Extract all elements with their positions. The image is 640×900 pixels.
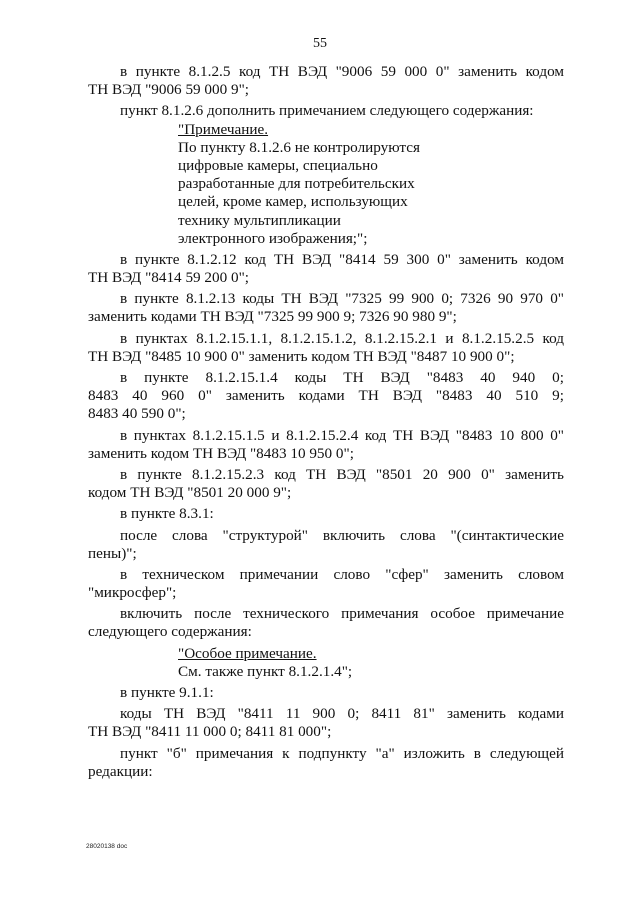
note-line: целей, кроме камер, использующих — [178, 193, 408, 211]
paragraph-line: пункт "б" примечания к подпункту "а" изложить в следующей — [120, 744, 564, 762]
special-note-line: См. также пункт 8.1.2.1.4"; — [178, 662, 353, 680]
document-body — [88, 63, 564, 781]
paragraph-line: в пунктах 8.1.2.15.1.5 и 8.1.2.15.2.4 код ТН ВЭД "8483 10 800 0" — [120, 426, 564, 444]
note-heading: "Примечание. — [178, 120, 269, 138]
paragraph-line: ТН ВЭД "8414 59 200 0"; — [88, 269, 250, 287]
paragraph-line: "микросфер"; — [88, 584, 177, 602]
note-line: технику мультипликации — [178, 211, 341, 229]
paragraph-line: коды ТН ВЭД "8411 11 900 0; 8411 81" заменить кодами — [120, 705, 564, 723]
paragraph-line: заменить кодами ТН ВЭД "7325 99 900 9; 7326 90 980 9"; — [88, 308, 457, 326]
paragraph-line: ТН ВЭД "8485 10 900 0" заменить кодом ТН ВЭД "8487 10 900 0"; — [88, 347, 515, 365]
paragraph-line: в пункте 9.1.1: — [120, 684, 214, 701]
paragraph-line: после слова "структурой" включить слова "(синтактические — [120, 526, 564, 544]
page-number: 55 — [313, 36, 327, 51]
paragraph-line: ТН ВЭД "9006 59 000 9"; — [88, 81, 250, 99]
paragraph-line: в пунктах 8.1.2.15.1.1, 8.1.2.15.1.2, 8.1.2.15.2.1 и 8.1.2.15.2.5 код — [120, 329, 564, 347]
footer-file-code: 28020138 doc — [86, 843, 128, 850]
note-line: цифровые камеры, специально — [178, 156, 378, 174]
paragraph-line: следующего содержания: — [88, 623, 252, 641]
paragraph-line: пункт 8.1.2.6 дополнить примечанием следующего содержания: — [120, 102, 534, 120]
paragraph-line: в пункте 8.1.2.5 код ТН ВЭД "9006 59 000 0" заменить кодом — [120, 63, 564, 80]
paragraph-line: в пункте 8.3.1: — [120, 505, 214, 523]
special-note-heading: "Особое примечание. — [178, 644, 317, 662]
paragraph-line: в пункте 8.1.2.15.2.3 код ТН ВЭД "8501 20 900 0" заменить — [120, 465, 564, 483]
paragraph-line: ТН ВЭД "8411 11 000 0; 8411 81 000"; — [88, 723, 332, 741]
paragraph-line: пены)"; — [88, 544, 137, 562]
paragraph-line: 8483 40 960 0" заменить кодами ТН ВЭД "8483 40 510 9; — [88, 387, 564, 405]
paragraph-line: в пункте 8.1.2.12 код ТН ВЭД "8414 59 300 0" заменить кодом — [120, 250, 564, 268]
paragraph-line: кодом ТН ВЭД "8501 20 000 9"; — [88, 484, 292, 502]
paragraph-line: в техническом примечании слово "сфер" заменить словом — [120, 565, 564, 583]
note-line: электронного изображения;"; — [178, 229, 368, 247]
paragraph-line: в пункте 8.1.2.13 коды ТН ВЭД "7325 99 900 0; 7326 90 970 0" — [120, 290, 564, 308]
paragraph-line: 8483 40 590 0"; — [88, 405, 186, 423]
note-line: По пункту 8.1.2.6 не контролируются — [178, 138, 420, 156]
paragraph-line: включить после технического примечания особое примечание — [120, 605, 564, 623]
paragraph-line: редакции: — [88, 762, 153, 780]
paragraph-line: в пункте 8.1.2.15.1.4 коды ТН ВЭД "8483 40 940 0; — [120, 369, 564, 386]
paragraph-line: заменить кодом ТН ВЭД "8483 10 950 0"; — [88, 444, 354, 462]
note-line: разработанные для потребительских — [178, 175, 415, 193]
